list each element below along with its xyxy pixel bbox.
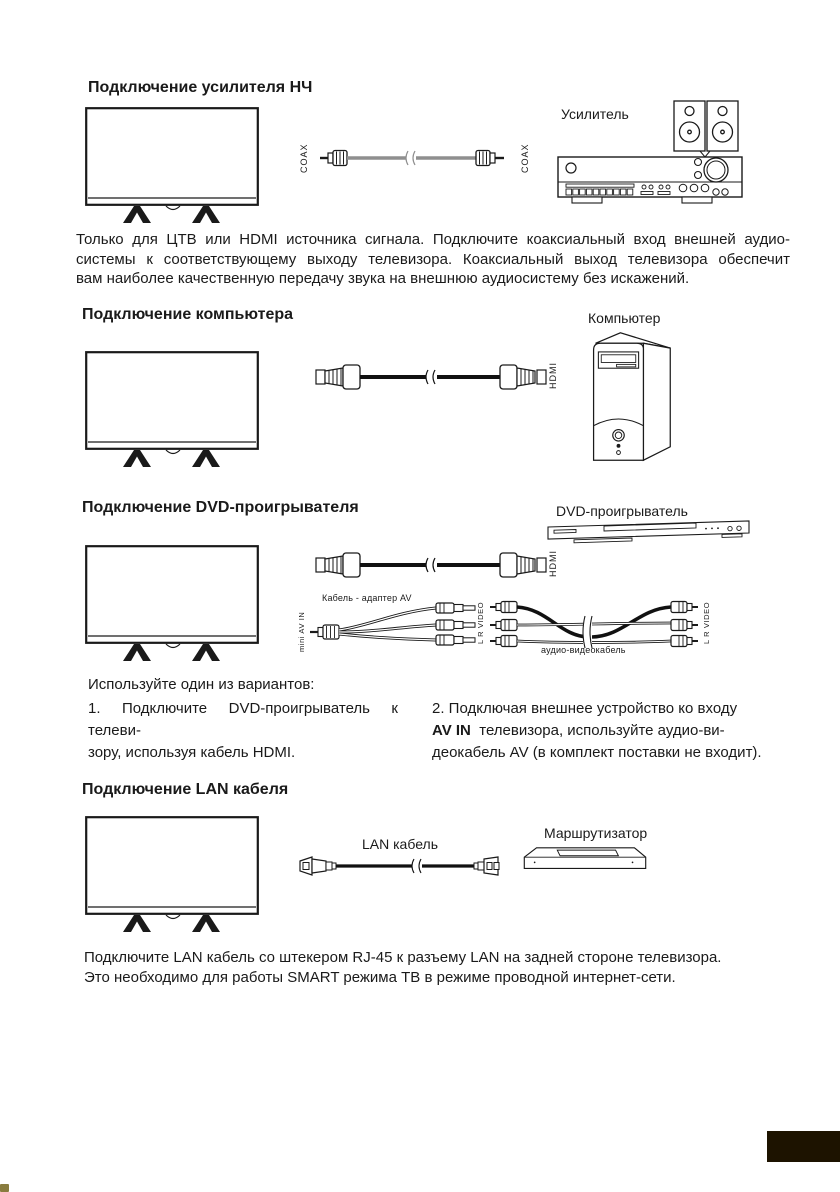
tv-icon [85,351,259,468]
paragraph-line: вам наиболее качественную передачу звука на внешнюю аудиосистему без искажений. [76,270,690,287]
dvd-player-icon [546,518,751,544]
adapter-wires [339,608,436,640]
router-icon [520,844,650,876]
option-1-line: зору, используя кабель HDMI. [88,744,296,761]
rj45-plug-right [474,857,499,875]
option-2-line [432,720,794,742]
computer-label: Компьютер [588,310,661,326]
dvd-player-label: DVD-проигрыватель [556,503,688,519]
tv-left-foot [123,206,151,223]
hdmi-cable-icon [314,548,546,582]
tv-right-foot [192,206,220,223]
amplifier-body [558,157,742,203]
rj45-plug-left [300,857,336,875]
tv-icon [85,107,259,224]
av-plugs-left [490,602,517,647]
paragraph-line: Это необходимо для работы SMART режима ТВ в режиме проводной интернет-сети. [84,969,676,986]
hdmi-port-label: HDMI [548,362,558,389]
coax-cable-icon [308,140,518,176]
hdmi-port-label: HDMI [548,550,558,577]
amplifier-label: Усилитель [561,106,629,122]
scan-artifact-speck [0,1184,9,1192]
paragraph-line: Подключите LAN кабель со штекером RJ-45 к разъему LAN на задней стороне телевизора. [84,949,722,966]
av-plugs-right [671,602,698,647]
tv-icon [85,816,259,933]
computer-icon [584,327,676,465]
options-intro: Используйте один из вариантов: [88,676,315,693]
router-label: Маршрутизатор [544,825,648,841]
lan-cable-icon [298,853,523,883]
mini-av-in-label: mini AV IN [297,611,306,652]
av-cable-caption: аудио-видеокабель [541,645,626,655]
hdmi-cable-icon [314,360,546,394]
av-adapter-caption: Кабель - адаптер AV [322,593,412,603]
option-1 [88,698,398,764]
av-in-bold: AV IN [432,722,471,739]
paragraph-line: Только для ЦТВ или HDMI источника сигнала. Подключите коаксиальный вход внешней аудио- [76,231,790,248]
speakers [674,101,738,157]
av-adapter-cable-icon [296,592,491,654]
tv-icon [85,545,259,662]
adapter-rca-sockets [436,603,475,645]
tv-outline [86,108,258,209]
section-heading-amplifier: Подключение усилителя НЧ [88,79,313,96]
section-heading-lan: Подключение LAN кабеля [82,781,289,798]
lan-paragraph [84,948,784,988]
section-heading-dvd: Подключение DVD-проигрывателя [82,499,359,516]
option-2-line: 2. Подключая внешнее устройство ко входу [432,700,738,717]
coax-port-label-right: COAX [520,143,530,173]
av-channels-label-right: L R VIDEO [702,601,711,644]
amplifier-icon [556,97,746,209]
option-2-line: деокабель AV (в комплект поставки не входит). [432,744,762,761]
option-1-line: 1. Подключите DVD-проигрыватель к телеви- [88,700,398,739]
paragraph-line: системы к соответствующему выходу телевизора. Коаксиальный выход телевизора обеспечит [76,250,790,268]
option-2 [432,698,794,764]
amplifier-paragraph [76,230,790,289]
scan-artifact-block [767,1131,840,1162]
av-channels-label-left: L R VIDEO [476,601,485,644]
lan-cable-label: LAN кабель [362,836,438,852]
av-wires [517,607,671,648]
coax-port-label-left: COAX [299,143,309,173]
option-2-line-rest: телевизора, используйте аудио-ви- [470,722,725,739]
section-heading-computer: Подключение компьютера [82,306,294,323]
